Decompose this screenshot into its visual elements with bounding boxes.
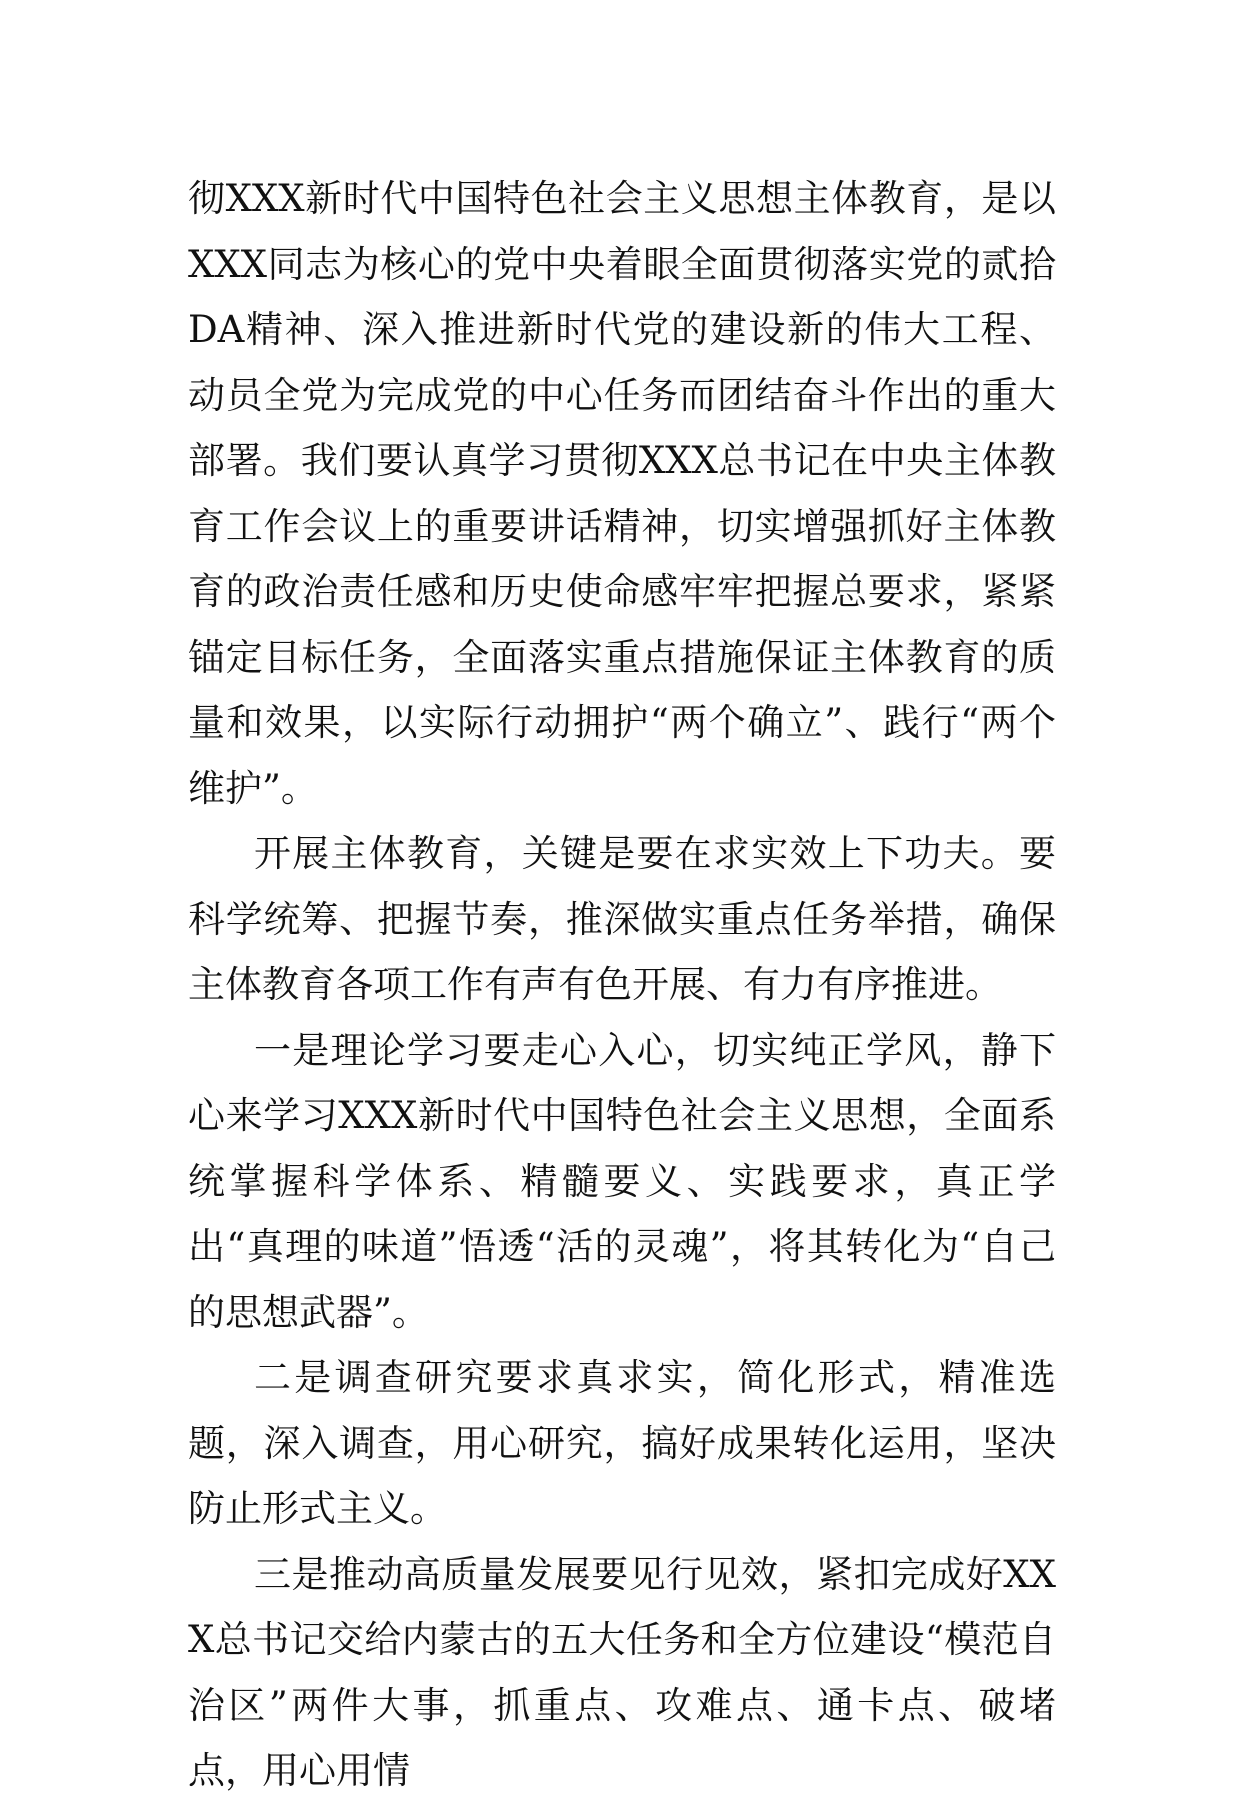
paragraph-investigation: 二是调查研究要求真求实，简化形式，精准选题，深入调查，用心研究，搞好成果转化运用，坚决防止形式主义。 (188, 1356, 1056, 1530)
paragraph-intro: 彻XXX新时代中国特色社会主义思想主体教育，是以XXX同志为核心的党中央着眼全面贯彻落实党的贰拾DA精神、深入推进新时代党的建设新的伟大工程、动员全党为完成党的中心任务而团结奋斗作出的重大部署。我们要认真学习贯彻XXX总书记在中央主体教育工作会议上的重要讲话精神，切实增强抓好主体教育的政治责任感和历史使命感牢牢把握总要求，紧紧锚定目标任务，全面落实重点措施保证主体教育的质量和效果，以实际行动拥护“两个确立”、践行“两个维护”。 (188, 177, 1056, 810)
paragraph-development: 三是推动高质量发展要见行见效，紧扣完成好XXX总书记交给内蒙古的五大任务和全方位建设“模范自治区”两件大事，抓重点、攻难点、通卡点、破堵点，用心用情 (188, 1552, 1056, 1792)
document-body (188, 166, 1056, 1804)
paragraph-theory-study: 一是理论学习要走心入心，切实纯正学风，静下心来学习XXX新时代中国特色社会主义思想，全面系统掌握科学体系、精髓要义、实践要求，真正学出“真理的味道”悟透“活的灵魂”，将其转化为“自己的思想武器”。 (188, 1028, 1056, 1334)
paragraph-key-effect: 开展主体教育，关键是要在求实效上下功夫。要科学统筹、把握节奏，推深做实重点任务举措，确保主体教育各项工作有声有色开展、有力有序推进。 (188, 832, 1056, 1006)
